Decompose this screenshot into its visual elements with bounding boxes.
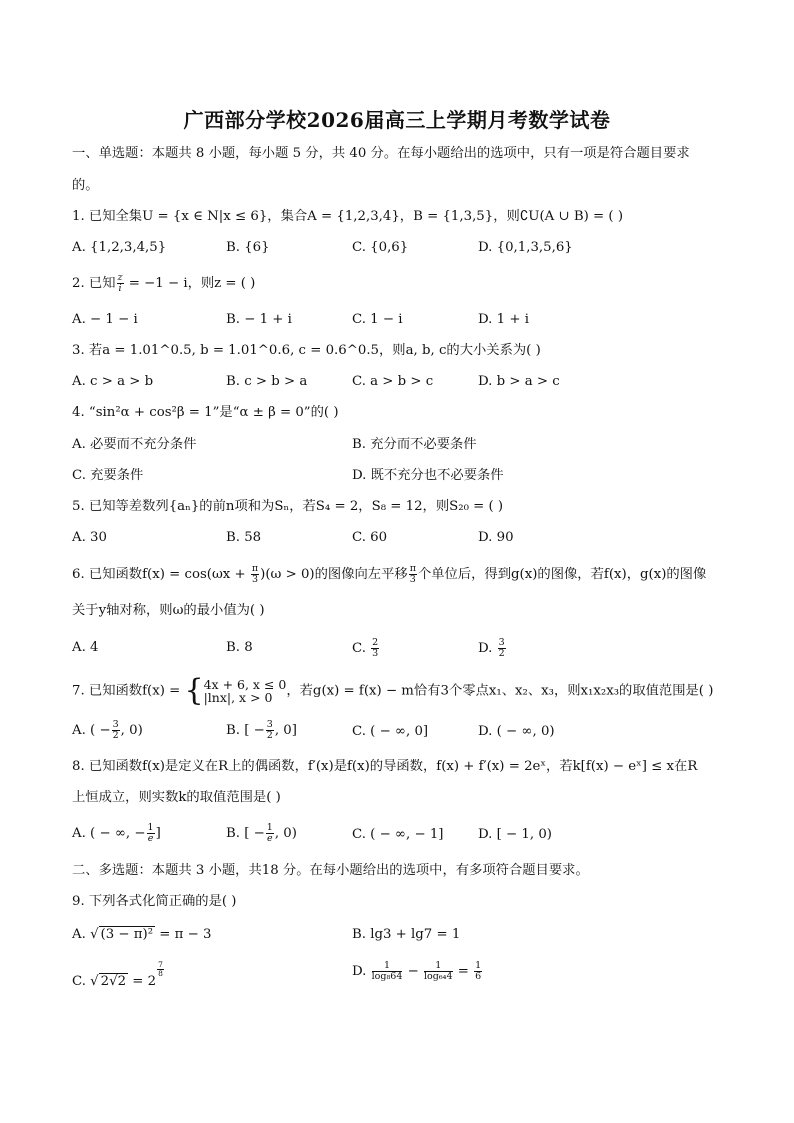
q8-option-a-pre: A. ( − ∞, − xyxy=(72,826,146,841)
q9-option-a-rest: = π − 3 xyxy=(155,927,212,942)
q3-option-b[interactable]: B. c > b > a xyxy=(226,374,308,389)
q6-option-b[interactable]: B. 8 xyxy=(226,640,253,655)
q6-part3: 个单位后，得到g(x)的图像，若f(x)，g(x)的图像 xyxy=(417,567,707,582)
q6-part2: )(ω > 0)的图像向左平移 xyxy=(260,567,408,582)
q6-option-d-frac xyxy=(498,638,506,659)
exam-title: 广西部分学校2026届高三上学期月考数学试卷 xyxy=(183,108,611,132)
q2-option-c[interactable]: C. 1 − i xyxy=(352,312,403,327)
q1-option-d[interactable]: D. {0,1,3,5,6} xyxy=(478,240,573,255)
q5-option-d[interactable]: D. 90 xyxy=(478,530,514,545)
q9-option-c-label: C. xyxy=(72,974,91,989)
q8-option-b[interactable] xyxy=(226,823,297,844)
q1-option-b[interactable]: B. {6} xyxy=(226,240,270,255)
q9-option-d-f2-den: log₆₄4 xyxy=(424,971,453,982)
q9-option-d[interactable] xyxy=(352,961,483,982)
q8-option-b-frac xyxy=(266,823,274,844)
q6-option-c-num: 2 xyxy=(372,637,379,648)
q6-option-c-den: 3 xyxy=(372,648,379,659)
q4-stem: 4. “sin²α + cos²β = 1”是“α ± β = 0”的( ) xyxy=(72,405,339,420)
q7-option-b[interactable] xyxy=(226,720,297,741)
q8-option-b-den: e xyxy=(266,833,273,844)
q8-option-a-post: ] xyxy=(155,826,161,841)
q7-option-b-post: , 0] xyxy=(274,723,297,738)
q9-option-c-exp-den: 8 xyxy=(158,969,163,978)
q9-option-d-frac1 xyxy=(372,961,403,982)
q1-stem: 1. 已知全集U = {x ∈ N|x ≤ 6}，集合A = {1,2,3,4}，B = {1,3,5}，则∁U(A ∪ B) = ( ) xyxy=(72,209,624,224)
q9-option-c-eq: = 2 xyxy=(128,974,157,989)
section2-heading: 二、多选题：本题共 3 小题，共18 分。在每小题给出的选项中，有多项符合题目要求。 xyxy=(72,863,589,878)
q6-option-d-label: D. xyxy=(478,641,497,656)
q2-frac-num: z xyxy=(117,272,123,283)
q2-option-a[interactable]: A. − 1 − i xyxy=(72,312,138,327)
q5-option-b[interactable]: B. 58 xyxy=(226,530,262,545)
q7-option-a-num: 3 xyxy=(112,719,119,730)
q9-option-c-outer: 2 xyxy=(100,974,110,989)
q6-stem xyxy=(72,564,706,585)
sqrt-icon: √ xyxy=(90,927,99,942)
q5-option-c[interactable]: C. 60 xyxy=(352,530,388,545)
q6-frac1-den: 3 xyxy=(252,574,259,585)
sqrt-icon: √ xyxy=(109,974,118,989)
q3-option-c[interactable]: C. a > b > c xyxy=(352,374,434,389)
q9-option-a-radicand: (3 − π)² xyxy=(100,927,154,942)
q6-option-a[interactable]: A. 4 xyxy=(72,640,99,655)
q9-option-c[interactable] xyxy=(72,961,165,992)
q7-option-b-den: 2 xyxy=(266,730,273,741)
q7-part2: ，若g(x) = f(x) − m恰有3个零点x₁、x₂、x₃，则x₁x₂x₃的取值范围是( ) xyxy=(286,683,714,699)
q8-option-d[interactable]: D. [ − 1, 0) xyxy=(478,827,552,842)
q2-suffix: = −1 − i，则z = ( ) xyxy=(124,276,256,291)
q9-option-b[interactable]: B. lg3 + lg7 = 1 xyxy=(352,927,461,942)
q6-option-c[interactable] xyxy=(352,638,380,659)
q9-stem: 9. 下列各式化简正确的是( ) xyxy=(72,894,237,909)
q7-cases xyxy=(204,678,287,704)
q4-option-a[interactable]: A. 必要而不充分条件 xyxy=(72,437,197,452)
q8-option-b-num: 1 xyxy=(266,822,273,833)
q9-option-d-frac2 xyxy=(424,961,453,982)
q4-option-b[interactable]: B. 充分而不必要条件 xyxy=(352,437,477,452)
q9-option-d-f1-num: 1 xyxy=(372,961,403,972)
q6-fraction-1 xyxy=(251,564,259,585)
q7-option-a-post: , 0) xyxy=(120,723,143,738)
q6-part1: 6. 已知函数f(x) = cos(ωx + xyxy=(72,567,250,582)
q2-prefix: 2. 已知 xyxy=(72,276,116,291)
q9-option-c-radicand xyxy=(99,973,128,989)
q6-option-d[interactable] xyxy=(478,638,507,659)
q3-option-d[interactable]: D. b > a > c xyxy=(478,374,560,389)
q7-option-a-frac xyxy=(112,720,120,741)
q6-option-d-num: 3 xyxy=(498,637,505,648)
q7-option-a[interactable] xyxy=(72,720,143,741)
section1-heading-cont: 的。 xyxy=(72,178,99,193)
q9-option-c-inner: 2 xyxy=(117,974,127,989)
q6-option-c-label: C. xyxy=(352,641,371,656)
q9-option-d-f1-den: log₈64 xyxy=(371,971,403,982)
q8-option-b-post: , 0) xyxy=(274,826,297,841)
q6-option-d-den: 2 xyxy=(498,648,505,659)
q6-frac2-num: π xyxy=(409,563,416,574)
q2-option-b[interactable]: B. − 1 + i xyxy=(226,312,292,327)
q8-option-a-frac xyxy=(147,823,155,844)
q8-option-a[interactable] xyxy=(72,823,161,844)
q3-option-a[interactable]: A. c > a > b xyxy=(72,374,154,389)
q2-fraction xyxy=(117,273,124,294)
q5-option-a[interactable]: A. 30 xyxy=(72,530,107,545)
q5-stem: 5. 已知等差数列{aₙ}的前n项和为Sₙ，若S₄ = 2，S₈ = 12，则S₂₀ = ( ) xyxy=(72,499,504,514)
q7-piecewise xyxy=(184,673,287,708)
q9-option-d-f3-den: 6 xyxy=(475,971,482,982)
q8-stem-cont: 上恒成立，则实数k的取值范围是( ) xyxy=(72,790,281,805)
q8-option-c[interactable]: C. ( − ∞, − 1] xyxy=(352,827,444,842)
q4-option-c[interactable]: C. 充要条件 xyxy=(72,468,144,483)
q7-stem xyxy=(72,673,714,708)
q6-stem-cont: 关于y轴对称，则ω的最小值为( ) xyxy=(72,603,265,618)
q7-option-b-frac xyxy=(266,720,274,741)
q7-case1: 4x + 6, x ≤ 0 xyxy=(203,677,287,692)
q4-option-d[interactable]: D. 既不充分也不必要条件 xyxy=(352,468,504,483)
q7-case2: |lnx|, x > 0 xyxy=(203,690,273,705)
q7-option-a-pre: A. ( − xyxy=(72,723,111,738)
q2-stem xyxy=(72,273,255,294)
q9-option-d-f2-num: 1 xyxy=(424,961,453,972)
q7-option-a-den: 2 xyxy=(112,730,119,741)
q6-fraction-2 xyxy=(409,564,417,585)
q7-option-c[interactable]: C. ( − ∞, 0] xyxy=(352,724,429,739)
q1-option-a[interactable]: A. {1,2,3,4,5} xyxy=(72,240,167,255)
q7-option-b-pre: B. [ − xyxy=(226,723,265,738)
q9-option-d-minus: − xyxy=(403,964,423,979)
q2-frac-den: i xyxy=(118,283,122,294)
q2-option-d[interactable]: D. 1 + i xyxy=(478,312,529,327)
q7-option-b-num: 3 xyxy=(266,719,273,730)
section1-heading: 一、单选题：本题共 8 小题，每小题 5 分，共 40 分。在每小题给出的选项中，只有一项是符合题目要求 xyxy=(72,146,690,161)
sqrt-icon: √ xyxy=(90,974,99,989)
q9-option-a-label: A. xyxy=(72,927,91,942)
q7-brace-glyph: { xyxy=(184,673,204,708)
q9-option-d-f3-num: 1 xyxy=(475,960,482,971)
q9-option-d-label: D. xyxy=(352,964,371,979)
q6-frac1-num: π xyxy=(251,563,259,574)
q9-option-d-eq: = xyxy=(453,964,474,979)
q3-stem: 3. 若a = 1.01^0.5, b = 1.01^0.6, c = 0.6^0.5，则a, b, c的大小关系为( ) xyxy=(72,343,541,358)
q1-option-c[interactable]: C. {0,6} xyxy=(352,240,409,255)
q9-option-a[interactable] xyxy=(72,925,211,945)
q6-frac2-den: 3 xyxy=(409,574,416,585)
q9-option-d-frac3 xyxy=(474,961,482,982)
q8-option-a-den: e xyxy=(147,833,154,844)
q9-option-c-exponent xyxy=(157,961,164,978)
q8-stem: 8. 已知函数f(x)是定义在R上的偶函数，f′(x)是f(x)的导函数，f(x) + f′(x) = 2eˣ，若k[f(x) − eˣ] ≤ x在R xyxy=(72,759,698,774)
q8-option-b-pre: B. [ − xyxy=(226,826,265,841)
q8-option-a-num: 1 xyxy=(147,822,154,833)
q7-option-d[interactable]: D. ( − ∞, 0) xyxy=(478,724,555,739)
q7-part1: 7. 已知函数f(x) = xyxy=(72,683,185,699)
q9-option-c-exp-num: 7 xyxy=(158,960,163,969)
q6-option-c-frac xyxy=(371,638,379,659)
